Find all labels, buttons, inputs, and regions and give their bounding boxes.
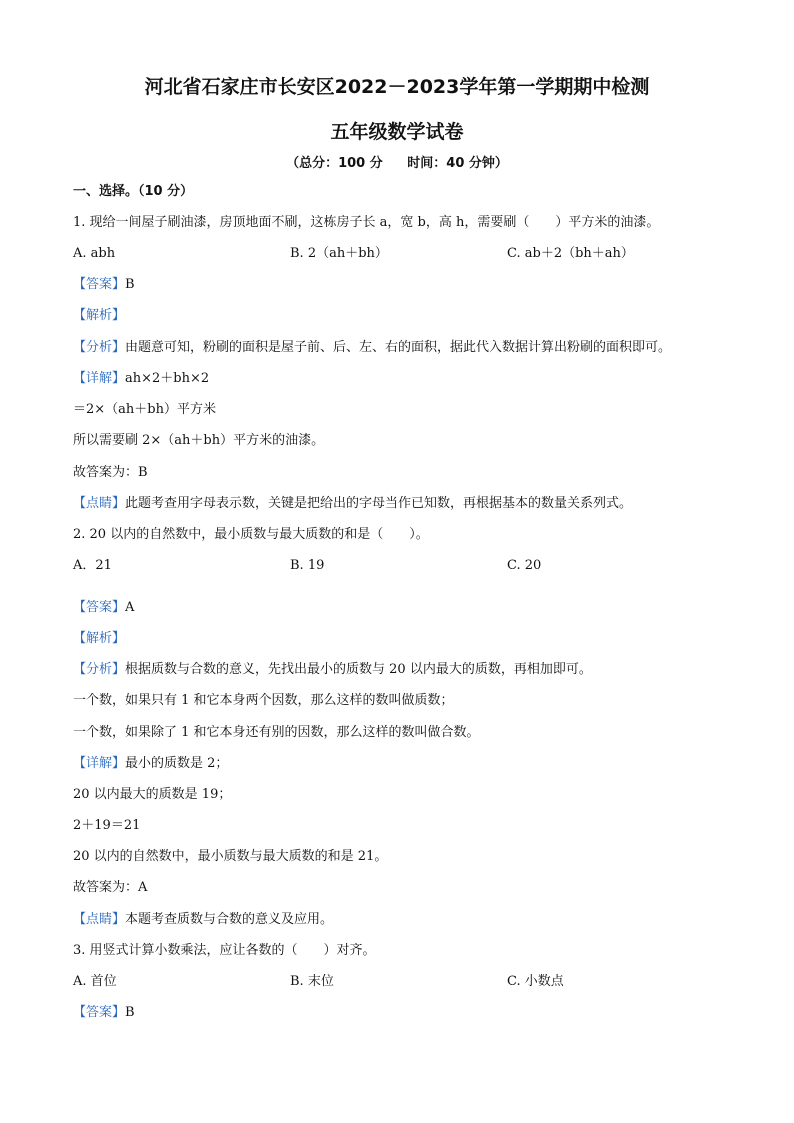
q2-step-3: 20 以内的自然数中，最小质数与最大质数的和是 21。	[73, 849, 388, 864]
detail-tag: 【详解】	[73, 756, 126, 771]
q2-option-a: A．21	[73, 558, 112, 573]
q2-step-2: 2＋19＝21	[73, 818, 141, 833]
q2-analysis-text: 根据质数与合数的意义，先找出最小的质数与 20 以内最大的质数，再相加即可。	[125, 662, 592, 677]
q2-comment-text: 本题考查质数与合数的意义及应用。	[125, 912, 334, 927]
q2-answer-value: A	[125, 600, 135, 615]
q2-solution-heading: 【解析】	[73, 631, 126, 646]
q1-stem: 1. 现给一间屋子刷油漆，房顶地面不刷，这栋房子长 a，宽 b，高 h，需要刷（ ）平方米的油漆。	[73, 215, 660, 230]
total-score: （总分：100 分	[286, 156, 383, 171]
q2-prime-definition: 一个数，如果只有 1 和它本身两个因数，那么这样的数叫做质数；	[73, 693, 454, 708]
q1-step-2: 所以需要刷 2×（ah＋bh）平方米的油漆。	[73, 433, 325, 448]
answer-tag: 【答案】	[73, 600, 126, 615]
comment-tag: 【点睛】	[73, 496, 126, 511]
q2-detail-text: 最小的质数是 2；	[125, 756, 229, 771]
exam-title: 河北省石家庄市长安区2022－2023学年第一学期期中检测	[144, 76, 650, 98]
q1-answer	[73, 277, 135, 293]
q3-option-b: B. 末位	[290, 974, 334, 989]
q1-option-a: A. abh	[73, 246, 116, 261]
analysis-tag: 【分析】	[73, 340, 126, 355]
comment-tag: 【点睛】	[73, 912, 126, 927]
q1-comment-text: 此题考查用字母表示数，关键是把给出的字母当作已知数，再根据基本的数量关系列式。	[125, 496, 633, 511]
detail-tag: 【详解】	[73, 371, 126, 386]
exam-subtitle: 五年级数学试卷	[330, 121, 464, 143]
q1-solution-heading: 【解析】	[73, 308, 126, 323]
q2-stem: 2. 20 以内的自然数中，最小质数与最大质数的和是（ ）。	[73, 527, 429, 542]
analysis-tag: 【分析】	[73, 662, 126, 677]
q2-analysis	[73, 662, 592, 678]
q3-option-c: C. 小数点	[507, 974, 564, 989]
q1-comment	[73, 496, 632, 512]
exam-info	[0, 152, 794, 171]
q1-detail-text: ah×2＋bh×2	[125, 371, 210, 386]
q1-option-c: C. ab＋2（bh＋ah）	[507, 246, 634, 261]
q3-answer-value: B	[125, 1005, 135, 1020]
q3-option-a: A. 首位	[73, 974, 117, 989]
q3-answer	[73, 1005, 135, 1021]
q1-answer-value: B	[125, 277, 135, 292]
q2-detail	[73, 756, 228, 772]
q1-analysis-text: 由题意可知，粉刷的面积是屋子前、后、左、右的面积，据此代入数据计算出粉刷的面积即可。	[125, 340, 672, 355]
q3-stem: 3. 用竖式计算小数乘法，应让各数的（ ）对齐。	[73, 943, 376, 958]
q1-analysis	[73, 340, 671, 356]
q2-option-c: C. 20	[507, 558, 542, 573]
answer-tag: 【答案】	[73, 277, 126, 292]
q1-detail	[73, 371, 209, 387]
answer-tag: 【答案】	[73, 1005, 126, 1020]
q1-option-b: B. 2（ah＋bh）	[290, 246, 388, 261]
q2-step-1: 20 以内最大的质数是 19；	[73, 787, 232, 802]
q2-answer	[73, 600, 134, 616]
q2-comment	[73, 912, 333, 928]
section-heading: 一、选择。（10 分）	[73, 184, 194, 199]
q1-step-1: ＝2×（ah＋bh）平方米	[73, 402, 216, 417]
q1-conclusion: 故答案为：B	[73, 465, 148, 480]
q2-option-b: B. 19	[290, 558, 325, 573]
time-limit: 时间：40 分钟）	[407, 156, 508, 171]
q2-conclusion: 故答案为：A	[73, 880, 148, 895]
q2-composite-definition: 一个数，如果除了 1 和它本身还有别的因数，那么这样的数叫做合数。	[73, 725, 480, 740]
